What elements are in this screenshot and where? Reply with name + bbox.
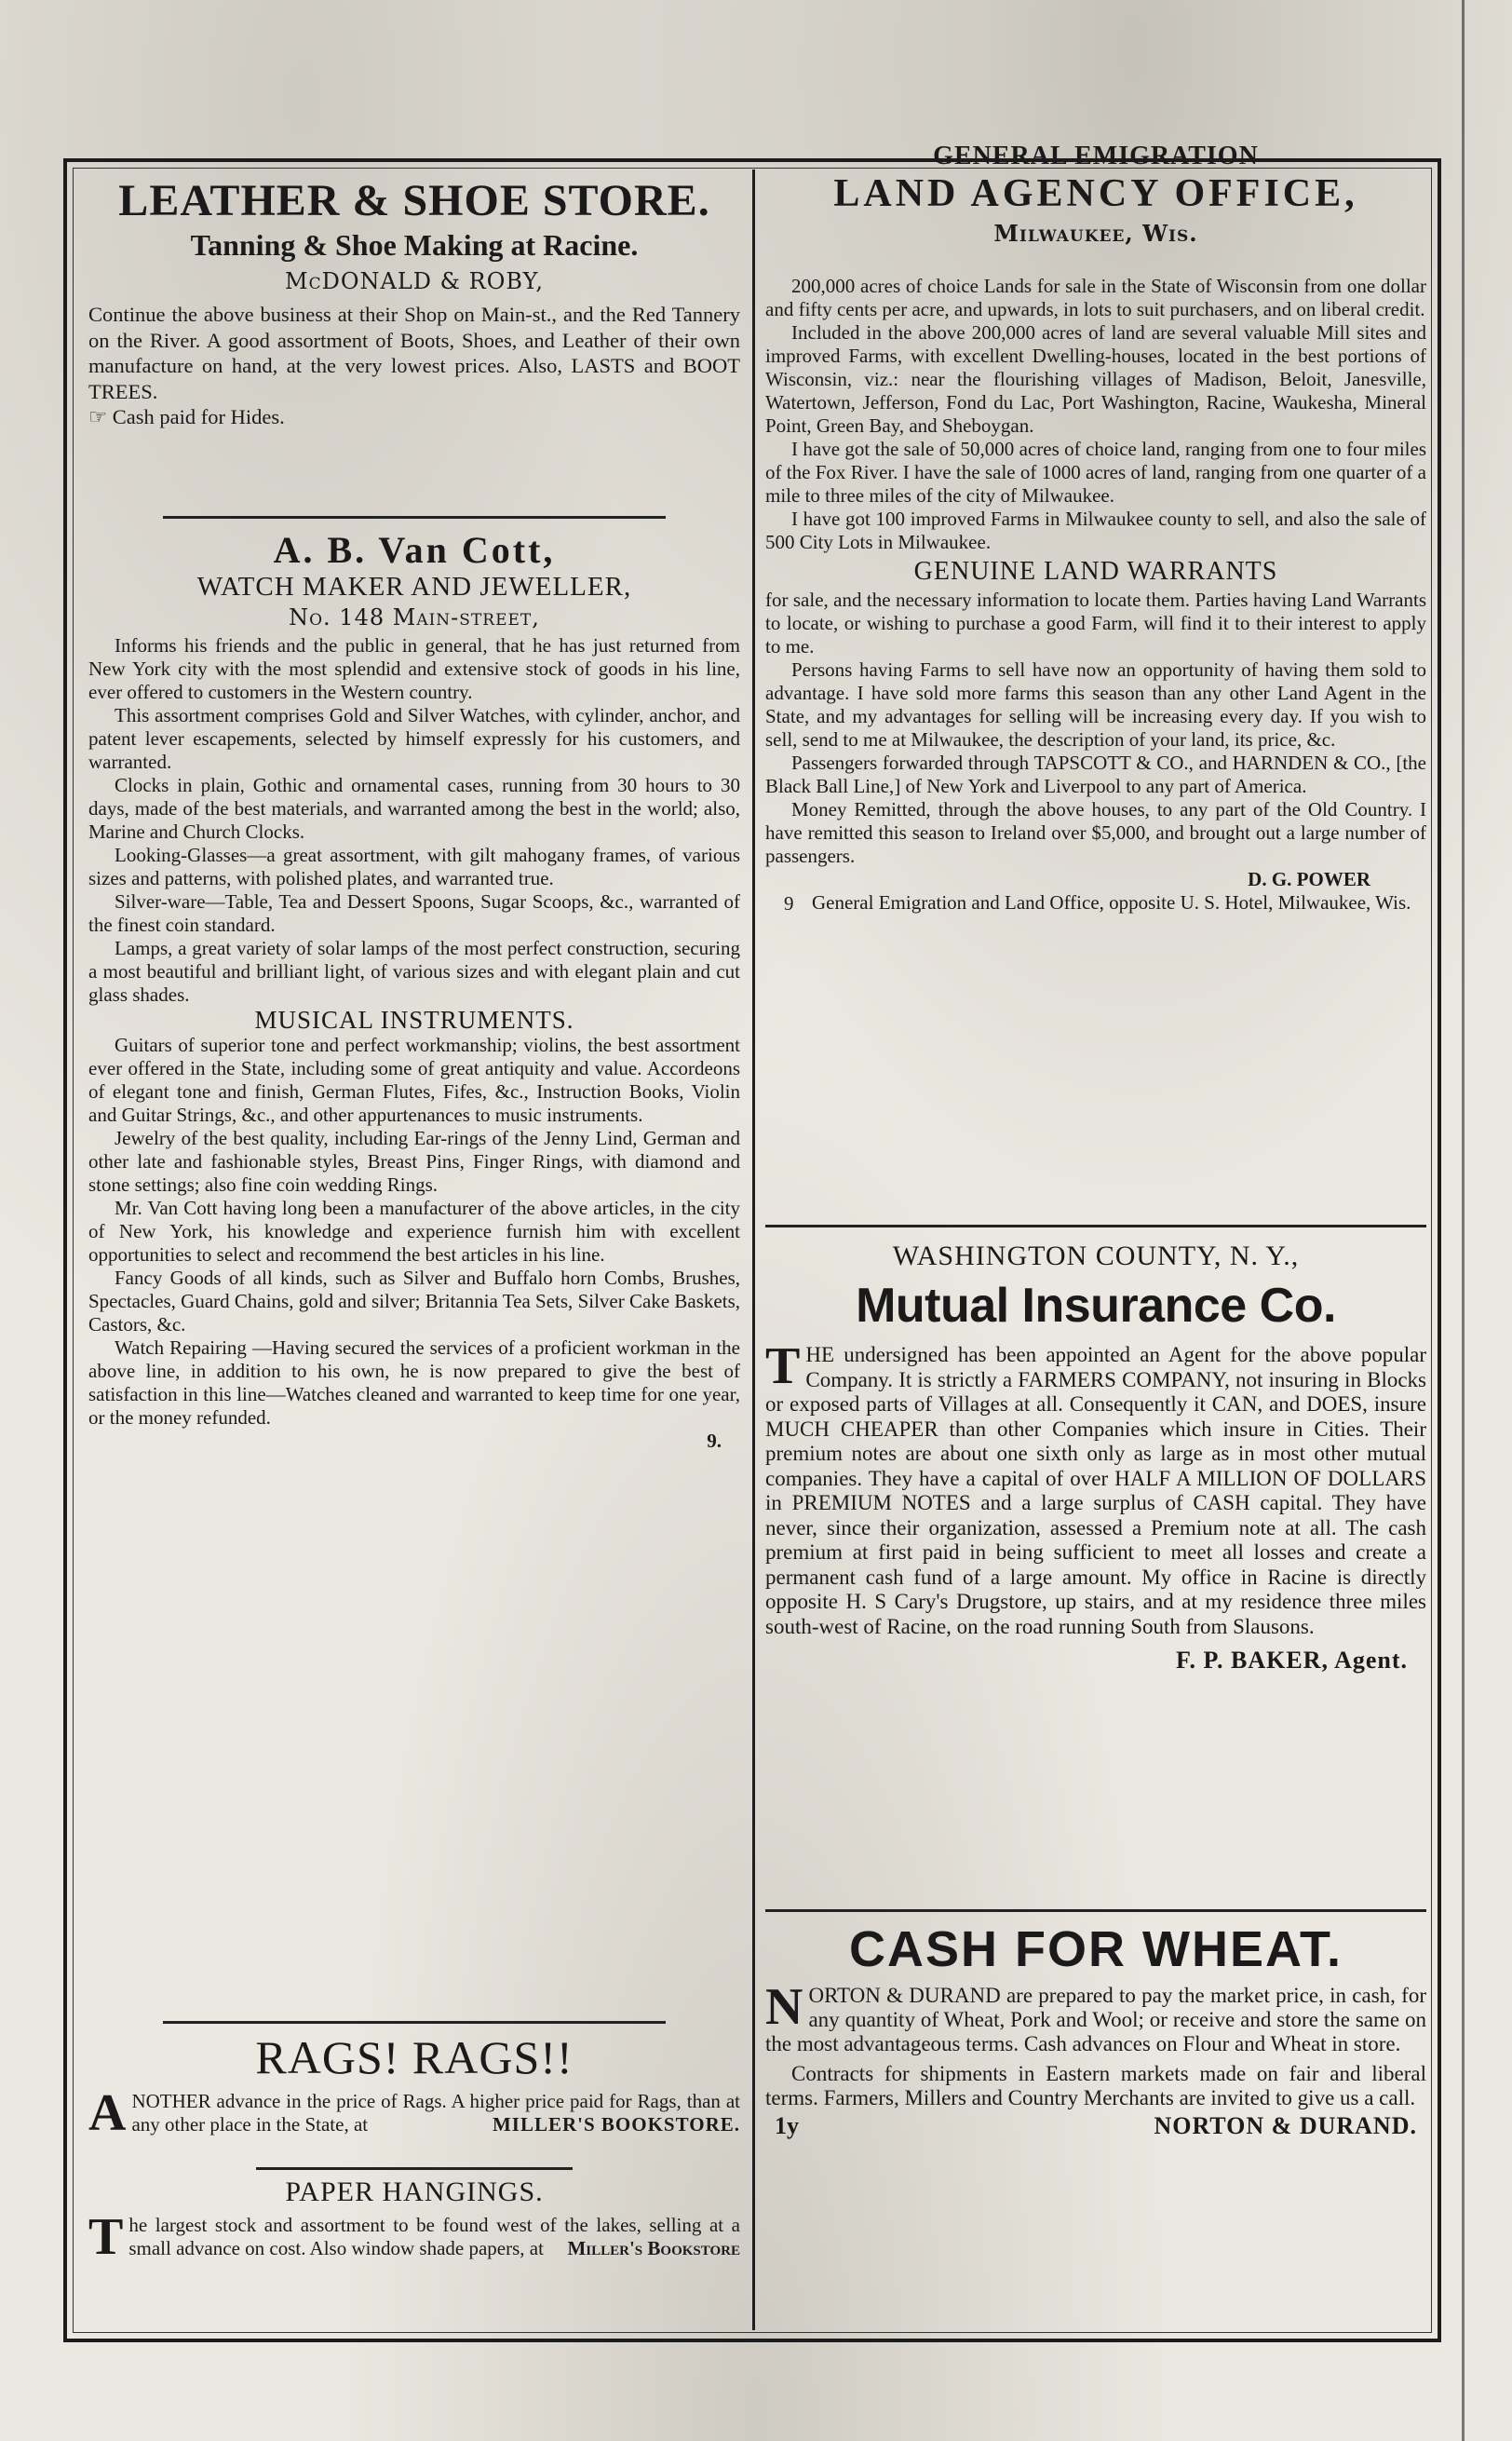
- insurance-signer: F. P. BAKER, Agent.: [1176, 1647, 1408, 1674]
- paper-hangings-ad: [88, 2177, 740, 2266]
- paper-title: PAPER HANGINGS.: [285, 2177, 544, 2207]
- emigration-para: Persons having Farms to sell have now an opportunity of having them sold to advantage. I have sold more farms this season than any other Land Agent in the State, and my advantages for selling will be increasing every day. If you wish to sell, send to me at Milwaukee, the description of your land, its price, &c.: [765, 658, 1426, 751]
- emigration-number: 9: [784, 892, 794, 915]
- van-cott-para: Jewelry of the best quality, including Ear-rings of the Jenny Lind, German and other late and fashionable styles, Breast Pins, Finger Rings, with diamond and stone settings; also fine coin wedding Rings.: [88, 1127, 740, 1196]
- rags-body: [88, 2084, 740, 2142]
- leather-body-text: Continue the above business at their Shop on Main-st., and the Red Tannery on the River. A good assortment of Boots, Shoes, and Leather of their own manufacture on hand, at the very lowest prices. Also, LASTS and BOOT TREES.: [88, 303, 740, 403]
- van-cott-para: Looking-Glasses—a great assortment, with gilt mahogany frames, of various sizes and patterns, with polished plates, and warranted true.: [88, 844, 740, 889]
- emigration-ad: [765, 142, 1426, 915]
- page-edge-rule: [1462, 0, 1465, 2441]
- separator-rule: [163, 2021, 666, 2024]
- rags-drop-cap: A: [88, 2084, 127, 2142]
- leather-proprietors: McDONALD & ROBY,: [285, 268, 544, 294]
- separator-rule: [256, 2167, 573, 2170]
- pointing-hand-icon: ☞: [88, 405, 108, 429]
- van-cott-para: Lamps, a great variety of solar lamps of the most perfect construction, securing a most beautiful and brilliant light, of various sizes and with elegant plain and cut glass shades.: [88, 937, 740, 1006]
- paper-body: [88, 2208, 740, 2266]
- emigration-para: Included in the above 200,000 acres of land are several valuable Mill sites and improved Farms, with excellent Dwelling-houses, located in the best portions of Wisconsin, viz.: near the flourishing villages of Madison, Beloit, Janesville, Watertown, Jefferson, Fond du Lac, Port Washington, Racine, Waukesha, Mineral Point, Green Bay, and Sheboygan.: [765, 321, 1426, 437]
- wheat-footer: [765, 2112, 1426, 2142]
- emigration-office: General Emigration and Land Office, opposite U. S. Hotel, Milwaukee, Wis.: [812, 891, 1411, 914]
- van-cott-ad: [88, 528, 740, 1453]
- column-divider: [752, 170, 755, 2330]
- insurance-ad: [765, 1241, 1426, 1675]
- van-cott-para: Clocks in plain, Gothic and ornamental cases, running from 30 hours to 30 days, made of the best materials, and warranted among the best in the world; also, Marine and Church Clocks.: [88, 774, 740, 843]
- emigration-body: [765, 275, 1426, 915]
- van-cott-para: This assortment comprises Gold and Silver Watches, with cylinder, anchor, and patent lever escapements, selected by himself expressly for his customers, and warranted.: [88, 704, 740, 773]
- rags-ad: [88, 2030, 740, 2142]
- van-cott-para: Mr. Van Cott having long been a manufacturer of the above articles, in the city of New York, his knowledge and experience furnish him with excellent opportunities to select and recommend the best articles in his line.: [88, 1197, 740, 1266]
- wheat-body: [765, 1978, 1426, 2110]
- van-cott-address: No. 148 Main-street,: [289, 604, 540, 631]
- wheat-number: 1y: [775, 2112, 799, 2139]
- insurance-title: Mutual Insurance Co.: [856, 1279, 1336, 1333]
- musical-heading: MUSICAL INSTRUMENTS.: [254, 1006, 574, 1034]
- van-cott-name: A. B. Van Cott,: [273, 529, 556, 571]
- separator-rule: [765, 1909, 1426, 1912]
- van-cott-para: Informs his friends and the public in general, that he has just returned from New York city with the most splendid and extensive stock of goods in his line, ever offered to customers in the Western country.: [88, 634, 740, 703]
- paper-text: he largest stock and assortment to be found west of the lakes, selling at a small advance on cost. Also window shade papers, at: [128, 2214, 740, 2259]
- leather-body: [88, 302, 740, 431]
- wheat-para: Contracts for shipments in Eastern markets made on fair and liberal terms. Farmers, Millers and Country Merchants are invited to give us a call.: [765, 2062, 1426, 2109]
- emigration-city: Milwaukee, Wis.: [993, 220, 1198, 247]
- van-cott-para: Guitars of superior tone and perfect workmanship; violins, the best assortment ever offered in the State, including some of great antiquity and value. Accordeons of elegant tone and finish, German Flutes, Fifes, &c., Instruction Books, Violin and Guitar Strings, &c., and other appurtenances to music instruments.: [88, 1034, 740, 1126]
- rags-store: MILLER'S BOOKSTORE.: [492, 2113, 740, 2136]
- wheat-drop-cap: N: [765, 1978, 803, 2036]
- emigration-para: Passengers forwarded through TAPSCOTT & CO., and HARNDEN & CO., [the Black Ball Line,] of New York and Liverpool to any part of America.: [765, 752, 1426, 797]
- van-cott-para: Watch Repairing —Having secured the services of a proficient workman in the above line, in addition to his own, he is now prepared to give the best of satisfaction in this line—Watches cleaned and warranted to keep time for one year, or the money refunded.: [88, 1336, 740, 1429]
- insurance-text: HE undersigned has been appointed an Agent for the above popular Company. It is strictly a FARMERS COMPANY, not insuring in Blocks or exposed parts of Villages at all. Consequently it CAN, and DOES, insure MUCH CHEAPER than other Companies which insure in Cities. Their premium notes are about one sixth only as large as in most other mutual companies. They have a capital of over HALF A MILLION OF DOLLARS in PREMIUM NOTES and a large surplus of CASH capital. They have never, since their organization, assessed a Premium note at all. The cash premium at first paid in being sufficient to meet all losses and create a permanent cash fund of a large amount. My office in Racine is directly opposite H. S Cary's Drugstore, up stairs, and at my residence three miles south-west of Racine, on the road running South from Slausons.: [765, 1343, 1426, 1638]
- emigration-para: I have got 100 improved Farms in Milwaukee county to sell, and also the sale of 500 City Lots in Milwaukee.: [765, 508, 1426, 553]
- van-cott-number: 9.: [707, 1430, 722, 1452]
- separator-rule: [163, 516, 666, 519]
- land-warrants-heading: GENUINE LAND WARRANTS: [913, 557, 1278, 586]
- leather-note: Cash paid for Hides.: [112, 405, 285, 428]
- rags-title: RAGS! RAGS!!: [255, 2031, 574, 2083]
- rags-text: NOTHER advance in the price of Rags. A higher price paid for Rags, than at any other place in the State, at: [131, 2090, 740, 2136]
- leather-subtitle: Tanning & Shoe Making at Racine.: [190, 228, 639, 262]
- insurance-drop-cap: T: [765, 1337, 801, 1395]
- wheat-title: CASH FOR WHEAT.: [849, 1921, 1343, 1977]
- emigration-title-2: LAND AGENCY OFFICE,: [833, 172, 1358, 215]
- paper-store: Miller's Bookstore: [567, 2237, 740, 2259]
- emigration-para: for sale, and the necessary information to locate them. Parties having Land Warrants to locate, or wishing to purchase a good Farm, will find it to their interest to apply to me.: [765, 589, 1426, 658]
- leather-note-line: [88, 404, 740, 431]
- wheat-signer: NORTON & DURAND.: [1154, 2112, 1417, 2139]
- van-cott-para: Fancy Goods of all kinds, such as Silver and Buffalo horn Combs, Brushes, Spectacles, Guard Chains, gold and silver; Britannia Tea Sets, Silver Cake Baskets, Castors, &c.: [88, 1267, 740, 1336]
- emigration-signer: D. G. POWER: [1248, 868, 1370, 890]
- wheat-ad: [765, 1920, 1426, 2142]
- emigration-para: Money Remitted, through the above houses, to any part of the Old Country. I have remitted this season to Ireland over $5,000, and brought out a large number of passengers.: [765, 798, 1426, 867]
- insurance-body: [765, 1337, 1426, 1639]
- emigration-para: 200,000 acres of choice Lands for sale in the State of Wisconsin from one dollar and fifty cents per acre, and upwards, in lots to suit purchasers, and on liberal credit.: [765, 275, 1426, 320]
- emigration-para: I have got the sale of 50,000 acres of choice land, ranging from one to four miles of the Fox River. I have the sale of 1000 acres of land, ranging from one quarter of a mile to three miles of the city of Milwaukee.: [765, 438, 1426, 507]
- emigration-title-1: GENERAL EMIGRATION: [933, 142, 1259, 170]
- van-cott-para: Silver-ware—Table, Tea and Dessert Spoons, Sugar Scoops, &c., warranted of the finest coin standard.: [88, 890, 740, 936]
- leather-title: LEATHER & SHOE STORE.: [118, 176, 710, 225]
- leather-shoe-ad: [88, 170, 740, 431]
- van-cott-body: [88, 634, 740, 1453]
- paper-drop-cap: T: [88, 2208, 124, 2266]
- van-cott-trade: WATCH MAKER AND JEWELLER,: [196, 572, 632, 602]
- separator-rule: [765, 1225, 1426, 1227]
- insurance-county: WASHINGTON COUNTY, N. Y.,: [892, 1241, 1300, 1271]
- wheat-text: ORTON & DURAND are prepared to pay the market price, in cash, for any quantity of Wheat, Pork and Wool; or receive and store the same on the most advantageous terms. Cash advances on Flour and Wheat in store.: [765, 1984, 1426, 2055]
